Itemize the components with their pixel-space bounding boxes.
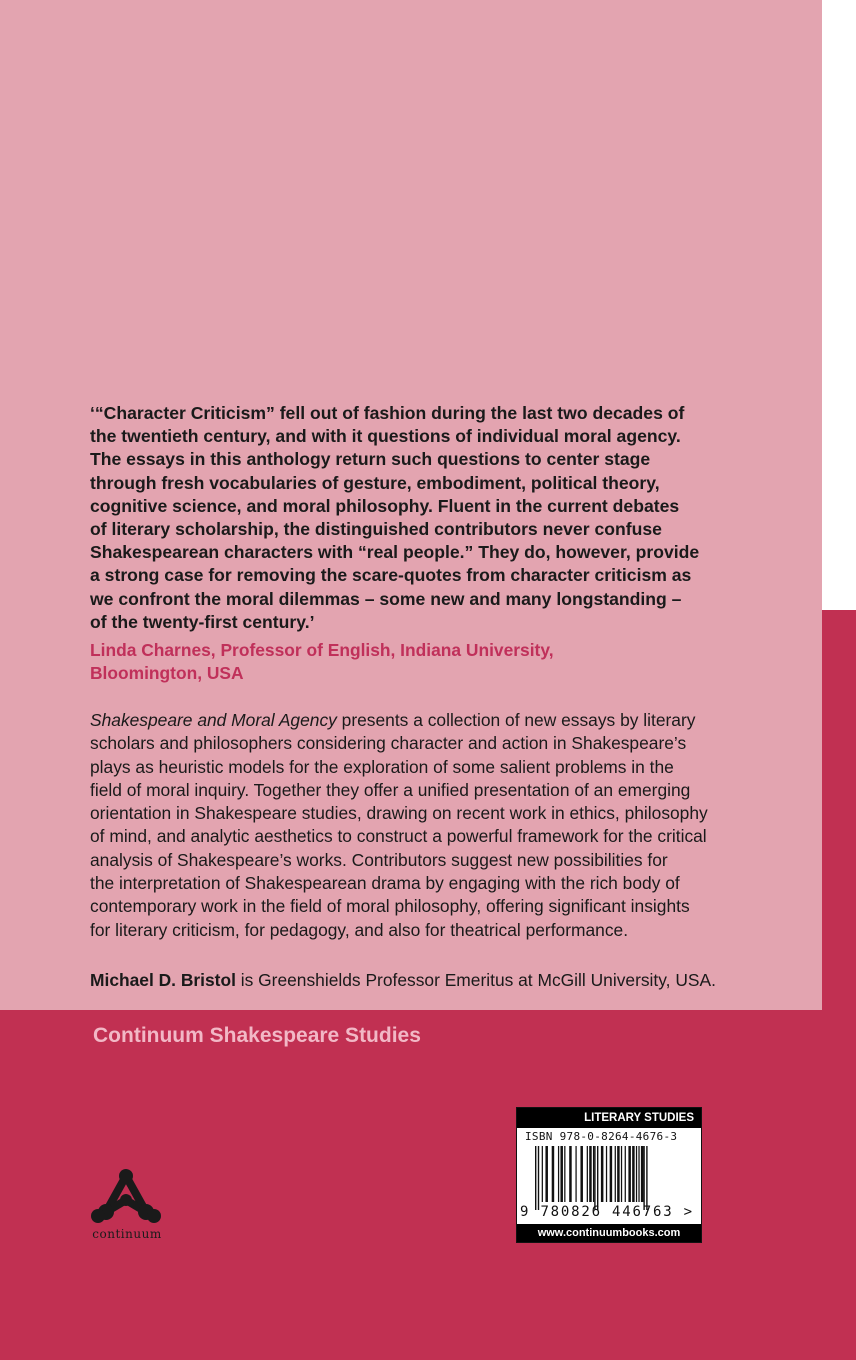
quote-line: of literary scholarship, the distinguished contributors never confuse bbox=[90, 519, 662, 540]
quote-line: a strong case for removing the scare-quotes from character criticism as bbox=[90, 565, 692, 586]
barcode-bar bbox=[558, 1146, 559, 1202]
barcode-bar bbox=[564, 1146, 565, 1202]
publisher-url: www.continuumbooks.com bbox=[517, 1224, 701, 1242]
barcode-bar bbox=[575, 1146, 576, 1202]
barcode-bar bbox=[625, 1146, 626, 1202]
description-line: the interpretation of Shakespearean drama by engaging with the rich body of bbox=[90, 873, 680, 894]
author-bio-text: is Greenshields Professor Emeritus at McGill University, USA. bbox=[235, 970, 716, 990]
barcode-bar bbox=[610, 1146, 613, 1202]
barcode-bar bbox=[628, 1146, 631, 1202]
barcode-bar bbox=[594, 1146, 595, 1210]
quote-line: ‘“Character Criticism” fell out of fashion during the last two decades of bbox=[90, 403, 685, 423]
barcode-bar bbox=[569, 1146, 572, 1202]
barcode-bar bbox=[621, 1146, 622, 1202]
series-title: Continuum Shakespeare Studies bbox=[93, 1024, 421, 1047]
isbn-text: ISBN 978-0-8264-4676-3 bbox=[525, 1130, 678, 1143]
description-line: orientation in Shakespeare studies, drawing on recent work in ethics, philosophy bbox=[90, 803, 708, 824]
barcode-bar bbox=[643, 1146, 644, 1210]
barcode-bar bbox=[589, 1146, 592, 1202]
quote-line: the twentieth century, and with it questions of individual moral agency. bbox=[90, 426, 681, 447]
barcode-bar bbox=[646, 1146, 647, 1210]
barcode-category-label: LITERARY STUDIES bbox=[517, 1108, 701, 1128]
barcode-digits: 9 780826 446763 > bbox=[520, 1204, 694, 1220]
cover-edge-strip bbox=[822, 610, 856, 1010]
quote-line: of the twenty-first century.’ bbox=[90, 611, 315, 632]
barcode-bar bbox=[593, 1146, 594, 1202]
book-description bbox=[90, 709, 790, 942]
barcode-bar bbox=[542, 1146, 543, 1202]
description-line: of mind, and analytic aesthetics to construct a powerful framework for the critical bbox=[90, 826, 707, 847]
description-line: contemporary work in the field of moral philosophy, offering significant insights bbox=[90, 896, 690, 917]
author-bio bbox=[90, 969, 790, 992]
barcode-bar bbox=[636, 1146, 637, 1202]
barcode-bar bbox=[606, 1146, 607, 1202]
description-line: field of moral inquiry. Together they offer a unified presentation of an emerging bbox=[90, 779, 691, 800]
attribution-line: Bloomington, USA bbox=[90, 663, 244, 684]
description-line: plays as heuristic models for the exploration of some salient problems in the bbox=[90, 756, 674, 777]
description-line bbox=[90, 709, 790, 732]
barcode-bar bbox=[641, 1146, 644, 1202]
barcode-bar bbox=[535, 1146, 536, 1210]
book-title-italic: Shakespeare and Moral Agency bbox=[90, 710, 337, 730]
description-line: scholars and philosophers considering character and action in Shakespeare’s bbox=[90, 733, 687, 754]
attribution-line: Linda Charnes, Professor of English, Indiana University, bbox=[90, 640, 554, 660]
quote-line: we confront the moral dilemmas – some new and many longstanding – bbox=[90, 588, 682, 609]
quote-line: The essays in this anthology return such questions to center stage bbox=[90, 449, 651, 470]
author-name: Michael D. Bristol bbox=[90, 970, 236, 990]
barcode-bar bbox=[560, 1146, 563, 1202]
barcode-bar bbox=[615, 1146, 616, 1202]
endorsement-quote bbox=[90, 402, 790, 634]
barcode-bar bbox=[597, 1146, 598, 1210]
barcode-bar bbox=[638, 1146, 639, 1202]
endorsement-attribution bbox=[90, 639, 790, 685]
barcode-bar bbox=[538, 1146, 539, 1210]
description-line: analysis of Shakespeare’s works. Contributors suggest new possibilities for bbox=[90, 849, 668, 870]
isbn-barcode-panel bbox=[516, 1107, 702, 1243]
barcode-bar bbox=[601, 1146, 604, 1202]
barcode-bar bbox=[552, 1146, 555, 1202]
barcode-bar bbox=[587, 1146, 588, 1202]
quote-line: through fresh vocabularies of gesture, embodiment, political theory, bbox=[90, 472, 660, 493]
description-line: for literary criticism, for pedagogy, and also for theatrical performance. bbox=[90, 919, 629, 940]
publisher-logo-text: continuum bbox=[92, 1227, 162, 1241]
barcode-bar bbox=[545, 1146, 548, 1202]
barcode-bar bbox=[617, 1146, 620, 1202]
quote-line: Shakespearean characters with “real people.” They do, however, provide bbox=[90, 542, 700, 563]
barcode-bar bbox=[632, 1146, 635, 1202]
barcode-bar bbox=[580, 1146, 583, 1202]
description-first-line-rest: presents a collection of new essays by literary bbox=[336, 710, 696, 730]
quote-line: cognitive science, and moral philosophy. Fluent in the current debates bbox=[90, 495, 680, 516]
